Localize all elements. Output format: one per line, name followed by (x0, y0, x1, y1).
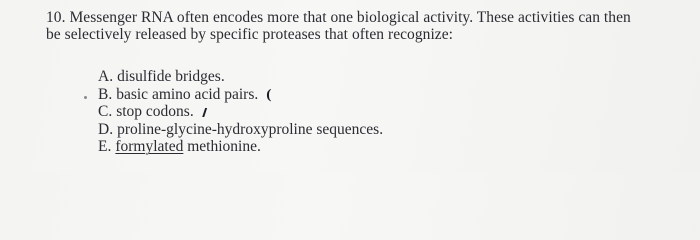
option-e (98, 138, 383, 156)
option-letter: B. (98, 85, 113, 103)
option-text-underlined: formylated (115, 138, 184, 156)
handwritten-tick-mark (202, 108, 207, 117)
question-stem (46, 9, 696, 43)
option-text: methionine. (183, 138, 261, 156)
option-d (98, 121, 383, 139)
option-text: proline-glycine-hydroxyproline sequences. (117, 120, 384, 138)
option-letter: C. (98, 103, 113, 121)
option-text: basic amino acid pairs. (116, 85, 259, 103)
answer-options (98, 68, 383, 156)
bullet-dot (84, 96, 87, 99)
option-b (98, 86, 383, 104)
option-letter: E. (98, 138, 112, 156)
question-line-1: 10. Messenger RNA often encodes more that one biological activity. These activities can then (46, 9, 631, 26)
option-letter: A. (98, 68, 114, 85)
option-text: stop codons. (116, 103, 194, 121)
option-letter: D. (98, 120, 114, 138)
option-text: disulfide bridges. (117, 68, 225, 85)
handwritten-bracket-mark: ( (266, 86, 272, 102)
question-line-2: be selectively released by specific proteases that often recognize: (46, 26, 454, 43)
option-a (98, 68, 383, 86)
option-c (98, 103, 383, 121)
